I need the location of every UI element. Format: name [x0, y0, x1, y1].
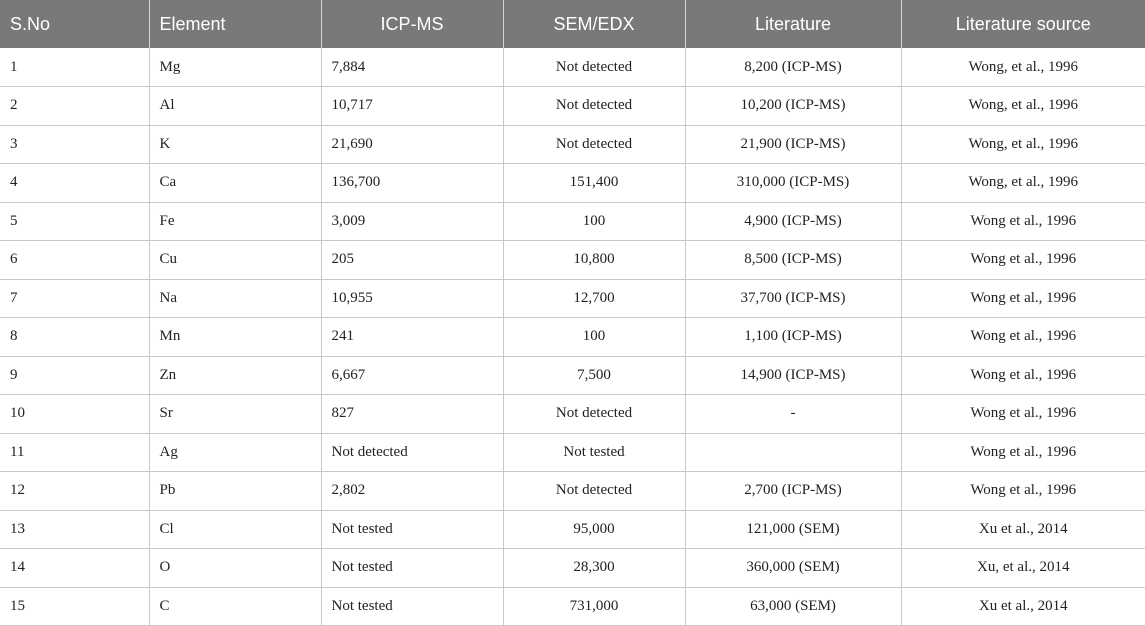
table-row: [0, 125, 1145, 164]
cell-literature: 1,100 (ICP-MS): [685, 318, 901, 357]
cell-icp-ms: 205: [321, 241, 503, 280]
table-row: [0, 164, 1145, 203]
cell-icp-ms: 21,690: [321, 125, 503, 164]
cell-sem-edx: Not detected: [503, 395, 685, 434]
cell-literature-source: Wong et al., 1996: [901, 279, 1145, 318]
cell-literature-source: Xu et al., 2014: [901, 587, 1145, 626]
cell-literature: 360,000 (SEM): [685, 549, 901, 588]
cell-element: Al: [149, 87, 321, 126]
cell-sem-edx: Not detected: [503, 125, 685, 164]
cell-sno: 6: [0, 241, 149, 280]
cell-icp-ms: 7,884: [321, 48, 503, 87]
cell-sno: 10: [0, 395, 149, 434]
cell-literature: 21,900 (ICP-MS): [685, 125, 901, 164]
table-row: [0, 549, 1145, 588]
cell-icp-ms: 241: [321, 318, 503, 357]
cell-sno: 5: [0, 202, 149, 241]
cell-literature-source: Wong, et al., 1996: [901, 164, 1145, 203]
cell-sno: 2: [0, 87, 149, 126]
cell-element: O: [149, 549, 321, 588]
table-row: [0, 318, 1145, 357]
cell-element: C: [149, 587, 321, 626]
cell-literature: 2,700 (ICP-MS): [685, 472, 901, 511]
cell-element: Fe: [149, 202, 321, 241]
cell-literature-source: Wong et al., 1996: [901, 318, 1145, 357]
header-sem-edx: SEM/EDX: [503, 0, 685, 48]
cell-sem-edx: 731,000: [503, 587, 685, 626]
cell-icp-ms: Not detected: [321, 433, 503, 472]
cell-literature-source: Wong et al., 1996: [901, 356, 1145, 395]
table-row: [0, 241, 1145, 280]
cell-icp-ms: Not tested: [321, 587, 503, 626]
cell-literature: 63,000 (SEM): [685, 587, 901, 626]
table-header: [0, 0, 1145, 48]
table-row: [0, 87, 1145, 126]
cell-icp-ms: 10,955: [321, 279, 503, 318]
cell-icp-ms: 6,667: [321, 356, 503, 395]
cell-element: Ag: [149, 433, 321, 472]
cell-sno: 14: [0, 549, 149, 588]
cell-sno: 9: [0, 356, 149, 395]
cell-element: K: [149, 125, 321, 164]
header-element: Element: [149, 0, 321, 48]
cell-sem-edx: 100: [503, 202, 685, 241]
cell-sem-edx: Not tested: [503, 433, 685, 472]
cell-literature-source: Xu et al., 2014: [901, 510, 1145, 549]
cell-sno: 11: [0, 433, 149, 472]
cell-sem-edx: 28,300: [503, 549, 685, 588]
cell-sem-edx: 151,400: [503, 164, 685, 203]
table-row: [0, 356, 1145, 395]
table-row: [0, 279, 1145, 318]
cell-literature: 8,500 (ICP-MS): [685, 241, 901, 280]
cell-literature: 310,000 (ICP-MS): [685, 164, 901, 203]
header-row: [0, 0, 1145, 48]
cell-sno: 12: [0, 472, 149, 511]
cell-sem-edx: 100: [503, 318, 685, 357]
cell-literature-source: Wong et al., 1996: [901, 241, 1145, 280]
cell-sem-edx: 10,800: [503, 241, 685, 280]
table-row: [0, 202, 1145, 241]
cell-sem-edx: 12,700: [503, 279, 685, 318]
cell-literature-source: Wong et al., 1996: [901, 395, 1145, 434]
table-row: [0, 587, 1145, 626]
cell-element: Mn: [149, 318, 321, 357]
cell-icp-ms: Not tested: [321, 549, 503, 588]
cell-literature-source: Wong, et al., 1996: [901, 87, 1145, 126]
cell-element: Mg: [149, 48, 321, 87]
cell-literature-source: Xu, et al., 2014: [901, 549, 1145, 588]
cell-sem-edx: Not detected: [503, 48, 685, 87]
header-icp-ms: ICP-MS: [321, 0, 503, 48]
table-row: [0, 510, 1145, 549]
cell-sem-edx: 7,500: [503, 356, 685, 395]
cell-sem-edx: Not detected: [503, 472, 685, 511]
cell-icp-ms: 10,717: [321, 87, 503, 126]
cell-literature: 10,200 (ICP-MS): [685, 87, 901, 126]
cell-sno: 7: [0, 279, 149, 318]
cell-sno: 4: [0, 164, 149, 203]
cell-sem-edx: 95,000: [503, 510, 685, 549]
cell-sno: 3: [0, 125, 149, 164]
cell-literature-source: Wong, et al., 1996: [901, 48, 1145, 87]
cell-icp-ms: Not tested: [321, 510, 503, 549]
cell-icp-ms: 3,009: [321, 202, 503, 241]
cell-literature-source: Wong, et al., 1996: [901, 125, 1145, 164]
cell-literature: 14,900 (ICP-MS): [685, 356, 901, 395]
header-literature: Literature: [685, 0, 901, 48]
cell-element: Cu: [149, 241, 321, 280]
cell-icp-ms: 2,802: [321, 472, 503, 511]
cell-sem-edx: Not detected: [503, 87, 685, 126]
cell-sno: 8: [0, 318, 149, 357]
cell-icp-ms: 136,700: [321, 164, 503, 203]
cell-sno: 13: [0, 510, 149, 549]
cell-literature: 8,200 (ICP-MS): [685, 48, 901, 87]
table-row: [0, 395, 1145, 434]
cell-literature: -: [685, 395, 901, 434]
cell-element: Pb: [149, 472, 321, 511]
cell-icp-ms: 827: [321, 395, 503, 434]
table-row: [0, 48, 1145, 87]
cell-literature: 4,900 (ICP-MS): [685, 202, 901, 241]
cell-sno: 1: [0, 48, 149, 87]
cell-element: Na: [149, 279, 321, 318]
table-body: [0, 48, 1145, 626]
cell-element: Zn: [149, 356, 321, 395]
header-literature-source: Literature source: [901, 0, 1145, 48]
cell-literature: 37,700 (ICP-MS): [685, 279, 901, 318]
cell-literature-source: Wong et al., 1996: [901, 202, 1145, 241]
cell-literature-source: Wong et al., 1996: [901, 472, 1145, 511]
header-sno: S.No: [10, 13, 51, 34]
cell-element: Sr: [149, 395, 321, 434]
cell-literature: 121,000 (SEM): [685, 510, 901, 549]
table-row: [0, 433, 1145, 472]
cell-literature-source: Wong et al., 1996: [901, 433, 1145, 472]
cell-sno: 15: [0, 587, 149, 626]
cell-literature: [685, 433, 901, 472]
cell-element: Cl: [149, 510, 321, 549]
cell-element: Ca: [149, 164, 321, 203]
table-row: [0, 472, 1145, 511]
